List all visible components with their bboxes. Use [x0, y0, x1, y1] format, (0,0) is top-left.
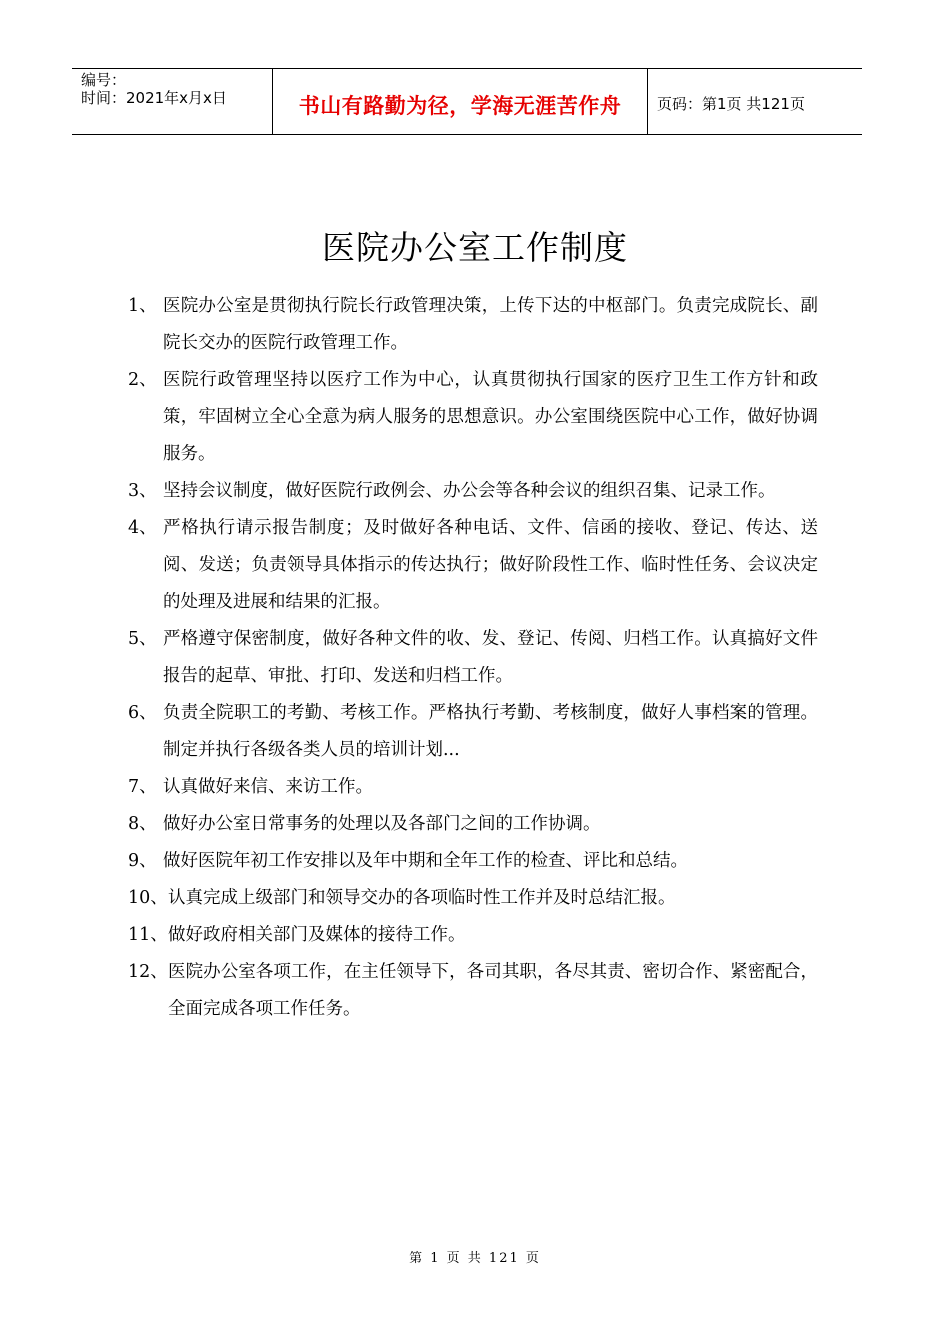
item-text: 严格执行请示报告制度；及时做好各种电话、文件、信函的接收、登记、传达、送阅、发送；负责领导具体指示的传达执行；做好阶段性工作、临时性任务、会议决定的处理及进展和结果的汇报。 [163, 518, 818, 612]
item-text: 严格遵守保密制度，做好各种文件的收、发、登记、传阅、归档工作。认真搞好文件报告的起草、审批、打印、发送和归档工作。 [163, 629, 818, 686]
regulation-list [128, 288, 818, 1028]
list-item [128, 362, 818, 473]
list-item [128, 843, 818, 880]
item-text: 医院办公室各项工作，在主任领导下，各司其职，各尽其责、密切合作、紧密配合，全面完成各项工作任务。 [168, 962, 818, 1019]
list-item [128, 917, 818, 954]
list-item [128, 473, 818, 510]
list-item [128, 695, 818, 769]
item-number: 2、 [128, 370, 157, 390]
page-footer: 第 1 页 共 121 页 [409, 1251, 541, 1266]
list-item [128, 621, 818, 695]
item-number: 5、 [128, 629, 157, 649]
item-number: 8、 [128, 814, 157, 834]
list-item [128, 954, 818, 1028]
header-page-info: 页码：第1页 共121页 [657, 95, 805, 113]
list-item [128, 510, 818, 621]
item-text: 负责全院职工的考勤、考核工作。严格执行考勤、考核制度，做好人事档案的管理。制定并执行各级各类人员的培训计划... [163, 703, 818, 760]
document-number-label: 编号： [81, 71, 127, 89]
item-text: 医院行政管理坚持以医疗工作为中心，认真贯彻执行国家的医疗卫生工作方针和政策，牢固树立全心全意为病人服务的思想意识。办公室围绕医院中心工作，做好协调服务。 [163, 370, 818, 464]
item-number: 7、 [128, 777, 157, 797]
header-motto: 书山有路勤为径，学海无涯苦作舟 [298, 93, 622, 118]
item-text: 认真完成上级部门和领导交办的各项临时性工作并及时总结汇报。 [168, 888, 676, 908]
item-text: 认真做好来信、来访工作。 [163, 777, 373, 797]
item-number: 9、 [128, 851, 157, 871]
item-number: 4、 [128, 518, 157, 538]
document-date: 时间：2021年x月x日 [81, 89, 227, 107]
header-motto-cell [273, 69, 648, 134]
item-text: 做好医院年初工作安排以及年中期和全年工作的检查、评比和总结。 [163, 851, 688, 871]
item-text: 做好政府相关部门及媒体的接待工作。 [168, 925, 466, 945]
list-item [128, 769, 818, 806]
document-header [72, 68, 862, 135]
item-text: 坚持会议制度，做好医院行政例会、办公会等各种会议的组织召集、记录工作。 [163, 481, 776, 501]
header-meta-cell [72, 69, 273, 134]
list-item [128, 288, 818, 362]
item-number: 3、 [128, 481, 157, 501]
item-number: 1、 [128, 296, 157, 316]
item-number: 11、 [128, 925, 168, 945]
item-text: 医院办公室是贯彻执行院长行政管理决策，上传下达的中枢部门。负责完成院长、副院长交办的医院行政管理工作。 [163, 296, 818, 353]
list-item [128, 806, 818, 843]
header-page-cell [648, 69, 862, 134]
item-number: 10、 [128, 888, 168, 908]
item-number: 12、 [128, 962, 168, 982]
list-item [128, 880, 818, 917]
document-title: 医院办公室工作制度 [322, 228, 628, 267]
item-number: 6、 [128, 703, 157, 723]
item-text: 做好办公室日常事务的处理以及各部门之间的工作协调。 [163, 814, 601, 834]
